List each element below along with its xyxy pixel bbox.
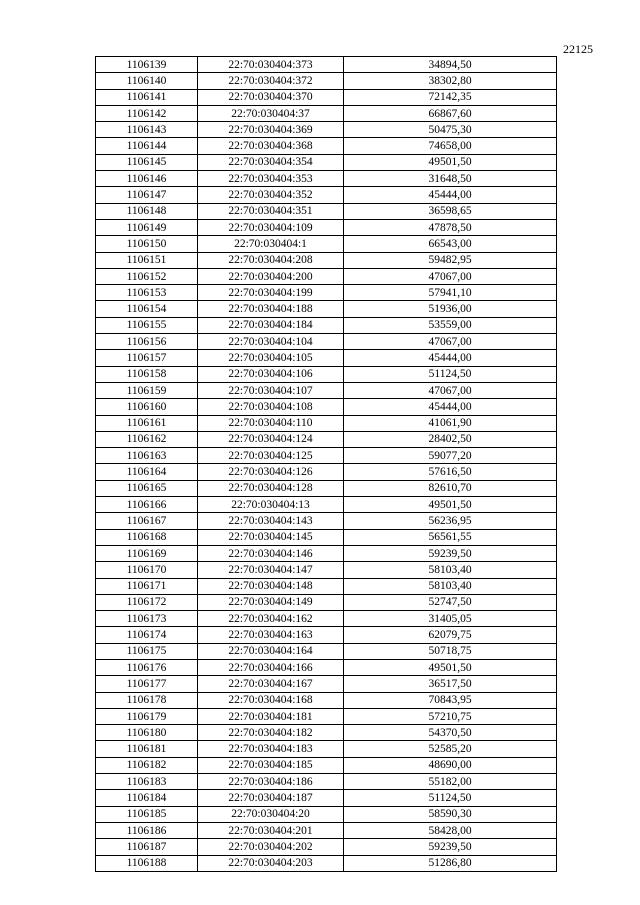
cadastral-number-cell: 22:70:030404:167 [198, 676, 344, 692]
cadastral-number-cell: 22:70:030404:166 [198, 659, 344, 675]
cadastral-number-cell: 22:70:030404:124 [198, 431, 344, 447]
record-number-cell: 1106141 [96, 89, 198, 105]
record-number-cell: 1106155 [96, 317, 198, 333]
value-cell: 66867,60 [344, 105, 557, 121]
record-number-cell: 1106188 [96, 855, 198, 871]
value-cell: 51936,00 [344, 301, 557, 317]
record-number-cell: 1106147 [96, 187, 198, 203]
cadastral-number-cell: 22:70:030404:104 [198, 334, 344, 350]
record-number-cell: 1106178 [96, 692, 198, 708]
value-cell: 49501,50 [344, 659, 557, 675]
cadastral-number-cell: 22:70:030404:128 [198, 480, 344, 496]
value-cell: 66543,00 [344, 236, 557, 252]
record-number-cell: 1106170 [96, 562, 198, 578]
value-cell: 34894,50 [344, 57, 557, 73]
record-number-cell: 1106176 [96, 659, 198, 675]
table-row [96, 676, 557, 692]
record-number-cell: 1106161 [96, 415, 198, 431]
value-cell: 52747,50 [344, 594, 557, 610]
cadastral-number-cell: 22:70:030404:13 [198, 497, 344, 513]
value-cell: 70843,95 [344, 692, 557, 708]
value-cell: 48690,00 [344, 757, 557, 773]
record-number-cell: 1106169 [96, 545, 198, 561]
table-row [96, 790, 557, 806]
table-row [96, 464, 557, 480]
cadastral-number-cell: 22:70:030404:201 [198, 822, 344, 838]
record-number-cell: 1106140 [96, 73, 198, 89]
cadastral-number-cell: 22:70:030404:208 [198, 252, 344, 268]
cadastral-number-cell: 22:70:030404:199 [198, 285, 344, 301]
table-row [96, 105, 557, 121]
value-cell: 47067,00 [344, 334, 557, 350]
record-number-cell: 1106156 [96, 334, 198, 350]
table-row [96, 399, 557, 415]
cadastral-number-cell: 22:70:030404:106 [198, 366, 344, 382]
cadastral-number-cell: 22:70:030404:354 [198, 154, 344, 170]
record-number-cell: 1106164 [96, 464, 198, 480]
value-cell: 56561,55 [344, 529, 557, 545]
record-number-cell: 1106174 [96, 627, 198, 643]
cadastral-number-cell: 22:70:030404:187 [198, 790, 344, 806]
table-row [96, 692, 557, 708]
cadastral-number-cell: 22:70:030404:148 [198, 578, 344, 594]
value-cell: 55182,00 [344, 774, 557, 790]
value-cell: 31648,50 [344, 171, 557, 187]
record-number-cell: 1106172 [96, 594, 198, 610]
table-row [96, 350, 557, 366]
value-cell: 45444,00 [344, 187, 557, 203]
record-number-cell: 1106186 [96, 822, 198, 838]
table-row [96, 562, 557, 578]
cadastral-number-cell: 22:70:030404:109 [198, 219, 344, 235]
record-number-cell: 1106168 [96, 529, 198, 545]
record-number-cell: 1106177 [96, 676, 198, 692]
record-number-cell: 1106154 [96, 301, 198, 317]
table-row [96, 171, 557, 187]
registry-table [95, 56, 557, 872]
cadastral-number-cell: 22:70:030404:107 [198, 382, 344, 398]
cadastral-number-cell: 22:70:030404:370 [198, 89, 344, 105]
record-number-cell: 1106187 [96, 839, 198, 855]
value-cell: 47067,00 [344, 268, 557, 284]
cadastral-number-cell: 22:70:030404:353 [198, 171, 344, 187]
cadastral-number-cell: 22:70:030404:352 [198, 187, 344, 203]
table-row [96, 89, 557, 105]
cadastral-number-cell: 22:70:030404:185 [198, 757, 344, 773]
value-cell: 51286,80 [344, 855, 557, 871]
table-row [96, 529, 557, 545]
cadastral-number-cell: 22:70:030404:182 [198, 725, 344, 741]
table-row [96, 268, 557, 284]
cadastral-number-cell: 22:70:030404:188 [198, 301, 344, 317]
table-row [96, 236, 557, 252]
table-row [96, 382, 557, 398]
record-number-cell: 1106160 [96, 399, 198, 415]
table-row [96, 594, 557, 610]
value-cell: 47878,50 [344, 219, 557, 235]
cadastral-number-cell: 22:70:030404:369 [198, 122, 344, 138]
record-number-cell: 1106180 [96, 725, 198, 741]
table-row [96, 757, 557, 773]
table-row [96, 334, 557, 350]
record-number-cell: 1106151 [96, 252, 198, 268]
table-row [96, 138, 557, 154]
value-cell: 31405,05 [344, 611, 557, 627]
value-cell: 51124,50 [344, 790, 557, 806]
record-number-cell: 1106153 [96, 285, 198, 301]
table-row [96, 285, 557, 301]
page-number: 22125 [563, 42, 593, 56]
cadastral-number-cell: 22:70:030404:351 [198, 203, 344, 219]
table-row [96, 513, 557, 529]
table-row [96, 431, 557, 447]
value-cell: 56236,95 [344, 513, 557, 529]
record-number-cell: 1106173 [96, 611, 198, 627]
table-row [96, 611, 557, 627]
record-number-cell: 1106152 [96, 268, 198, 284]
value-cell: 59239,50 [344, 545, 557, 561]
record-number-cell: 1106183 [96, 774, 198, 790]
record-number-cell: 1106158 [96, 366, 198, 382]
record-number-cell: 1106185 [96, 806, 198, 822]
table-row [96, 252, 557, 268]
record-number-cell: 1106148 [96, 203, 198, 219]
value-cell: 28402,50 [344, 431, 557, 447]
record-number-cell: 1106149 [96, 219, 198, 235]
record-number-cell: 1106145 [96, 154, 198, 170]
table-row [96, 741, 557, 757]
table-row [96, 659, 557, 675]
value-cell: 45444,00 [344, 399, 557, 415]
cadastral-number-cell: 22:70:030404:373 [198, 57, 344, 73]
cadastral-number-cell: 22:70:030404:37 [198, 105, 344, 121]
cadastral-number-cell: 22:70:030404:202 [198, 839, 344, 855]
cadastral-number-cell: 22:70:030404:164 [198, 643, 344, 659]
value-cell: 53559,00 [344, 317, 557, 333]
cadastral-number-cell: 22:70:030404:125 [198, 448, 344, 464]
value-cell: 59482,95 [344, 252, 557, 268]
value-cell: 62079,75 [344, 627, 557, 643]
value-cell: 82610,70 [344, 480, 557, 496]
value-cell: 36517,50 [344, 676, 557, 692]
cadastral-number-cell: 22:70:030404:368 [198, 138, 344, 154]
registry-table-body [96, 57, 557, 872]
cadastral-number-cell: 22:70:030404:108 [198, 399, 344, 415]
value-cell: 57941,10 [344, 285, 557, 301]
cadastral-number-cell: 22:70:030404:110 [198, 415, 344, 431]
cadastral-number-cell: 22:70:030404:146 [198, 545, 344, 561]
cadastral-number-cell: 22:70:030404:163 [198, 627, 344, 643]
cadastral-number-cell: 22:70:030404:162 [198, 611, 344, 627]
table-row [96, 497, 557, 513]
table-row [96, 317, 557, 333]
value-cell: 50475,30 [344, 122, 557, 138]
value-cell: 57616,50 [344, 464, 557, 480]
record-number-cell: 1106142 [96, 105, 198, 121]
value-cell: 74658,00 [344, 138, 557, 154]
value-cell: 50718,75 [344, 643, 557, 659]
record-number-cell: 1106159 [96, 382, 198, 398]
record-number-cell: 1106162 [96, 431, 198, 447]
table-row [96, 578, 557, 594]
value-cell: 59077,20 [344, 448, 557, 464]
table-row [96, 480, 557, 496]
value-cell: 36598,65 [344, 203, 557, 219]
cadastral-number-cell: 22:70:030404:203 [198, 855, 344, 871]
cadastral-number-cell: 22:70:030404:200 [198, 268, 344, 284]
record-number-cell: 1106167 [96, 513, 198, 529]
value-cell: 58590,30 [344, 806, 557, 822]
value-cell: 57210,75 [344, 708, 557, 724]
table-row [96, 57, 557, 73]
table-row [96, 643, 557, 659]
value-cell: 49501,50 [344, 154, 557, 170]
cadastral-number-cell: 22:70:030404:143 [198, 513, 344, 529]
value-cell: 59239,50 [344, 839, 557, 855]
cadastral-number-cell: 22:70:030404:186 [198, 774, 344, 790]
value-cell: 54370,50 [344, 725, 557, 741]
value-cell: 41061,90 [344, 415, 557, 431]
table-row [96, 448, 557, 464]
cadastral-number-cell: 22:70:030404:147 [198, 562, 344, 578]
table-row [96, 627, 557, 643]
record-number-cell: 1106139 [96, 57, 198, 73]
record-number-cell: 1106165 [96, 480, 198, 496]
value-cell: 38302,80 [344, 73, 557, 89]
table-row [96, 366, 557, 382]
cadastral-number-cell: 22:70:030404:1 [198, 236, 344, 252]
table-row [96, 415, 557, 431]
table-row [96, 822, 557, 838]
table-row [96, 73, 557, 89]
table-row [96, 154, 557, 170]
record-number-cell: 1106179 [96, 708, 198, 724]
record-number-cell: 1106182 [96, 757, 198, 773]
value-cell: 58428,00 [344, 822, 557, 838]
table-row [96, 219, 557, 235]
value-cell: 58103,40 [344, 578, 557, 594]
value-cell: 58103,40 [344, 562, 557, 578]
table-row [96, 203, 557, 219]
record-number-cell: 1106143 [96, 122, 198, 138]
value-cell: 47067,00 [344, 382, 557, 398]
record-number-cell: 1106181 [96, 741, 198, 757]
record-number-cell: 1106166 [96, 497, 198, 513]
cadastral-number-cell: 22:70:030404:168 [198, 692, 344, 708]
record-number-cell: 1106184 [96, 790, 198, 806]
value-cell: 52585,20 [344, 741, 557, 757]
value-cell: 72142,35 [344, 89, 557, 105]
cadastral-number-cell: 22:70:030404:372 [198, 73, 344, 89]
table-row [96, 774, 557, 790]
table-row [96, 839, 557, 855]
table-row [96, 708, 557, 724]
table-row [96, 545, 557, 561]
record-number-cell: 1106144 [96, 138, 198, 154]
table-row [96, 725, 557, 741]
cadastral-number-cell: 22:70:030404:145 [198, 529, 344, 545]
cadastral-number-cell: 22:70:030404:20 [198, 806, 344, 822]
table-row [96, 855, 557, 871]
table-row [96, 187, 557, 203]
record-number-cell: 1106146 [96, 171, 198, 187]
cadastral-number-cell: 22:70:030404:181 [198, 708, 344, 724]
value-cell: 51124,50 [344, 366, 557, 382]
cadastral-number-cell: 22:70:030404:149 [198, 594, 344, 610]
table-row [96, 806, 557, 822]
record-number-cell: 1106150 [96, 236, 198, 252]
cadastral-number-cell: 22:70:030404:105 [198, 350, 344, 366]
table-row [96, 122, 557, 138]
record-number-cell: 1106171 [96, 578, 198, 594]
value-cell: 49501,50 [344, 497, 557, 513]
table-row [96, 301, 557, 317]
cadastral-number-cell: 22:70:030404:184 [198, 317, 344, 333]
record-number-cell: 1106163 [96, 448, 198, 464]
value-cell: 45444,00 [344, 350, 557, 366]
record-number-cell: 1106157 [96, 350, 198, 366]
record-number-cell: 1106175 [96, 643, 198, 659]
cadastral-number-cell: 22:70:030404:183 [198, 741, 344, 757]
cadastral-number-cell: 22:70:030404:126 [198, 464, 344, 480]
